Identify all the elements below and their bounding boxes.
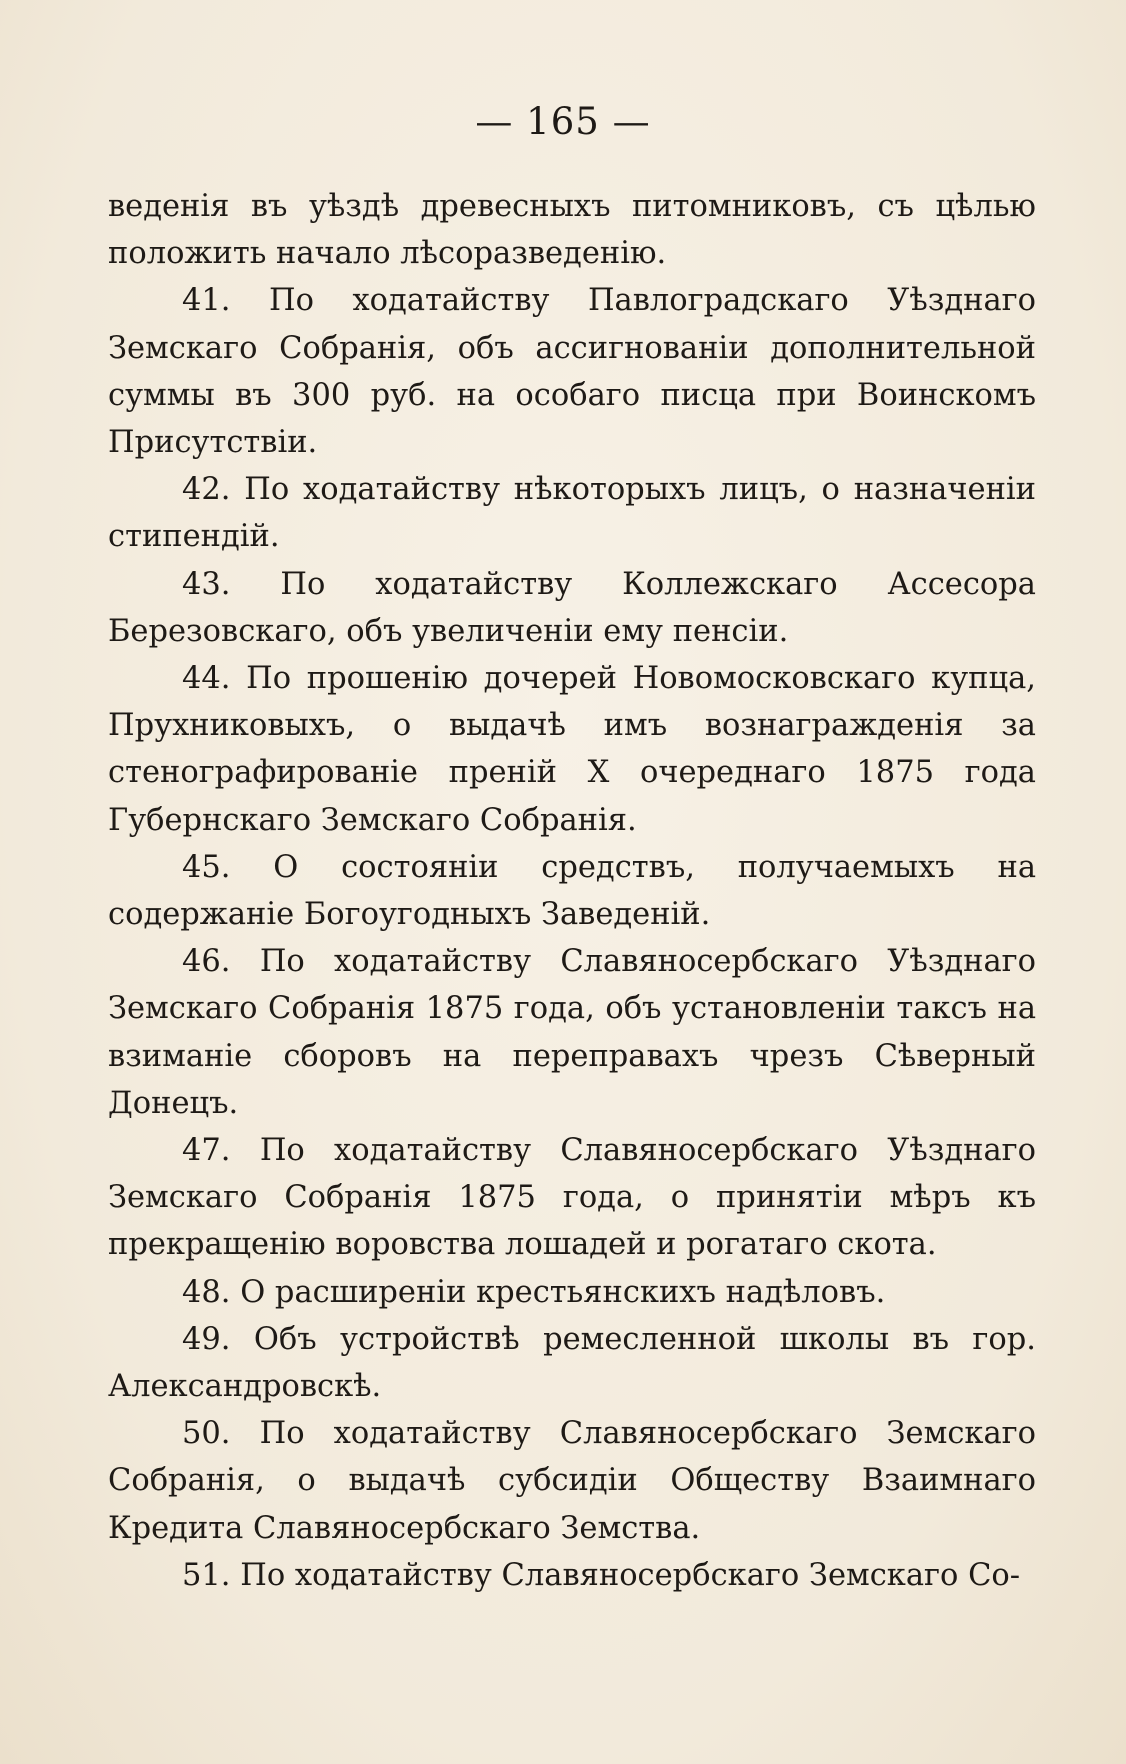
paragraph-item-46 bbox=[108, 938, 1036, 1127]
item-number: 49. bbox=[182, 1321, 231, 1357]
paragraph-item-48 bbox=[108, 1269, 1036, 1316]
paragraph-item-49 bbox=[108, 1316, 1036, 1410]
item-number: 43. bbox=[182, 566, 231, 602]
paragraph-text: О расширеніи крестьянскихъ надѣловъ. bbox=[240, 1274, 886, 1310]
paragraph-text: О состояніи средствъ, получаемыхъ на содержаніе Богоугодныхъ Заведеній. bbox=[108, 849, 1036, 933]
paragraph-text: По ходатайству Славяносербскаго Земскаго Собранія, о выдачѣ субсидіи Обществу Взаимнаго Кредита Славяносербскаго Земства. bbox=[108, 1416, 1036, 1546]
item-number: 48. bbox=[182, 1274, 231, 1310]
paragraph-text: По ходатайству Павлоградскаго Уѣзднаго Земскаго Собранія, объ ассигнованіи дополнительной суммы въ 300 руб. на особаго писца при Воинскомъ Присутствіи. bbox=[108, 283, 1036, 461]
paragraph-item-51 bbox=[108, 1552, 1036, 1599]
paragraph-item-45 bbox=[108, 844, 1036, 938]
paragraph-text: По ходатайству Славяносербскаго Уѣзднаго Земскаго Собранія 1875 года, объ установленіи таксъ на взиманіе сборовъ на переправахъ чрезъ Сѣверный Донецъ. bbox=[108, 944, 1037, 1121]
paragraph-item-42 bbox=[108, 466, 1036, 560]
paragraph-text: По ходатайству Славяносербскаго Земскаго Со- bbox=[240, 1557, 1021, 1593]
paragraph-item-43 bbox=[108, 561, 1036, 655]
item-number: 44. bbox=[182, 661, 231, 697]
paragraph-item-50 bbox=[108, 1410, 1036, 1552]
paragraph-item-47 bbox=[108, 1127, 1036, 1269]
item-number: 42. bbox=[182, 472, 231, 508]
paragraph-text: веденія въ уѣздѣ древесныхъ питомниковъ, съ цѣлью положить начало лѣсоразведенію. bbox=[108, 189, 1036, 272]
paragraph-text: По ходатайству нѣкоторыхъ лицъ, о назначеніи стипендій. bbox=[108, 472, 1036, 555]
item-number: 46. bbox=[182, 944, 231, 980]
item-number: 51. bbox=[182, 1557, 231, 1593]
item-number: 50. bbox=[182, 1416, 231, 1452]
item-number: 47. bbox=[182, 1133, 231, 1169]
paragraph-text: Объ устройствѣ ремесленной школы въ гор. Александровскѣ. bbox=[108, 1321, 1036, 1405]
page-number: — 165 — bbox=[475, 100, 651, 143]
paragraph-text: По ходатайству Славяносербскаго Уѣзднаго Земскаго Собранія 1875 года, о принятіи мѣръ къ прекращенію воровства лошадей и рогатаго скота. bbox=[108, 1133, 1037, 1263]
paragraph-continuation bbox=[108, 183, 1036, 277]
paragraph-item-44 bbox=[108, 655, 1036, 844]
paragraph-text: По прошенію дочерей Новомосковскаго купца, Прухниковыхъ, о выдачѣ имъ вознагражденія за стенографированіе преній X очереднаго 1875 года Губернскаго Земскаго Собранія. bbox=[108, 661, 1036, 838]
paragraph-text: По ходатайству Коллежскаго Ассесора Березовскаго, объ увеличеніи ему пенсіи. bbox=[108, 566, 1036, 649]
item-number: 41. bbox=[182, 283, 231, 319]
item-number: 45. bbox=[182, 849, 231, 885]
paragraph-item-41 bbox=[108, 277, 1036, 466]
body-text bbox=[108, 183, 1036, 1599]
